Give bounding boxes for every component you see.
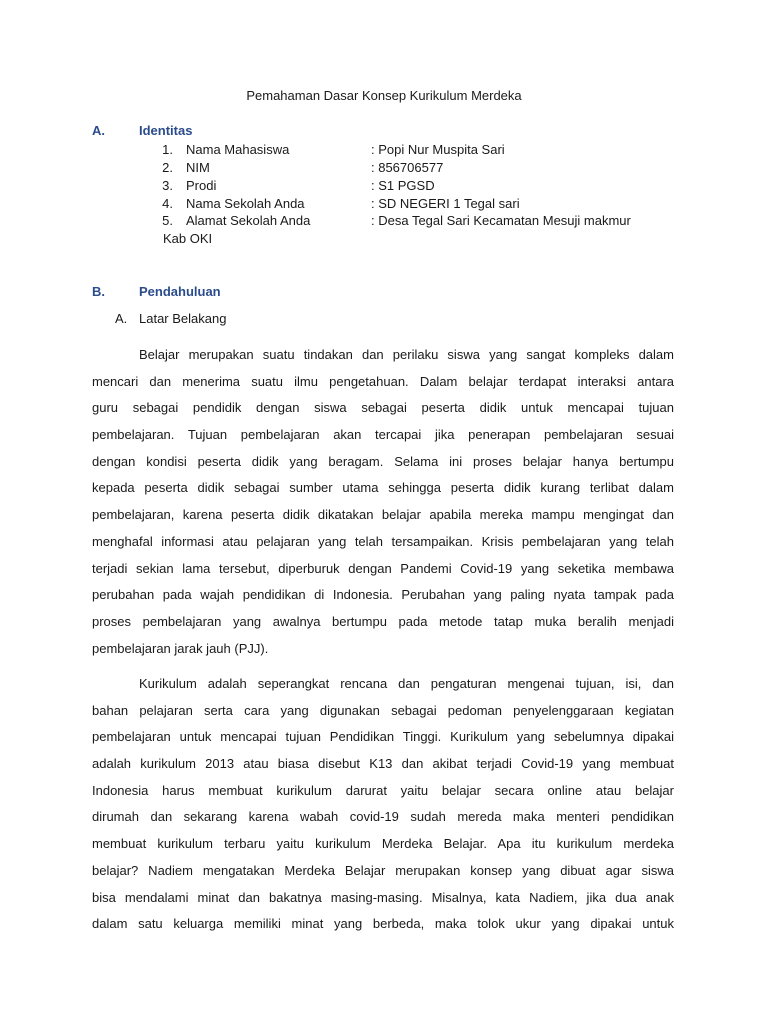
paragraph-curriculum (92, 671, 674, 938)
paragraph-line: membuat kurikulum terbaru yaitu kurikulum Merdeka Belajar. Apa itu kurikulum merdeka (92, 836, 674, 852)
section-b-letter: B. (92, 284, 105, 299)
paragraph-line: pembelajaran. Tujuan pembelajaran akan tercapai jika penerapan pembelajaran sesuai (92, 427, 674, 443)
paragraph-line: pembelajaran, karena peserta didik dikatakan belajar apabila mereka mampu mengingat dan (92, 507, 674, 523)
list-number: 5. (162, 213, 173, 228)
paragraph-line: perubahan pada wajah pendidikan di Indonesia. Perubahan yang paling nyata tampak pada (92, 587, 674, 603)
identity-label: Alamat Sekolah Anda (186, 213, 311, 228)
paragraph-line: pembelajaran jarak jauh (PJJ). (92, 640, 269, 656)
identity-label: Prodi (186, 178, 217, 193)
subsection-letter: A. (115, 311, 128, 326)
list-number: 4. (162, 196, 173, 211)
address-continuation: Kab OKI (163, 231, 213, 246)
list-number: 1. (162, 142, 173, 157)
paragraph-line: mencari dan menerima suatu ilmu pengetahuan. Dalam belajar terdapat interaksi antara (92, 373, 674, 389)
paragraph-line: Kurikulum adalah seperangkat rencana dan pengaturan mengenai tujuan, isi, dan (139, 676, 674, 691)
subsection-heading: Latar Belakang (139, 311, 227, 326)
section-a-heading: Identitas (139, 123, 193, 138)
identity-label: Nama Mahasiswa (186, 142, 290, 157)
identity-label: Nama Sekolah Anda (186, 196, 305, 211)
section-a-letter: A. (92, 123, 105, 138)
document-title: Pemahaman Dasar Konsep Kurikulum Merdeka (246, 88, 522, 103)
identity-value: : Popi Nur Muspita Sari (371, 142, 505, 157)
paragraph-line: Indonesia harus membuat kurikulum darurat yaitu belajar secara online atau belajar (92, 782, 674, 798)
paragraph-line: adalah kurikulum 2013 atau biasa disebut K13 dan akibat terjadi Covid-19 yang membuat (92, 756, 674, 772)
paragraph-line: menghafal informasi atau pelajaran yang telah tersampaikan. Krisis pembelajaran yang telah (92, 533, 674, 549)
paragraph-line: Belajar merupakan suatu tindakan dan perilaku siswa yang sangat kompleks dalam (139, 347, 674, 362)
identity-value: : SD NEGERI 1 Tegal sari (371, 196, 520, 211)
paragraph-line: belajar? Nadiem mengatakan Merdeka Belajar merupakan konsep yang dibuat agar siswa (92, 862, 674, 878)
paragraph-line: terjadi sekian lama tersebut, diperburuk dengan Pandemi Covid-19 yang seketika membawa (92, 560, 674, 576)
paragraph-line: dirumah dan sekarang karena wabah covid-19 sudah mereda maka menteri pendidikan (92, 809, 674, 825)
section-b-heading: Pendahuluan (139, 284, 221, 299)
identity-label: NIM (186, 160, 210, 175)
paragraph-line: guru sebagai pendidik dengan siswa sebagai peserta didik untuk mencapai tujuan (92, 400, 674, 416)
paragraph-line: bisa mendalami minat dan bakatnya masing-masing. Misalnya, kata Nadiem, jika dua anak (92, 889, 674, 905)
paragraph-background (92, 342, 674, 662)
paragraph-line: dengan kondisi peserta didik yang beragam. Selama ini proses belajar hanya bertumpu (92, 453, 674, 469)
list-number: 2. (162, 160, 173, 175)
paragraph-line: pembelajaran untuk mencapai tujuan Pendidikan Tinggi. Kurikulum yang sebelumnya dipakai (92, 729, 674, 745)
identity-value: : Desa Tegal Sari Kecamatan Mesuji makmur (371, 213, 631, 228)
paragraph-line: bahan pelajaran serta cara yang digunakan sebagai pedoman penyelenggaraan kegiatan (92, 702, 674, 718)
paragraph-line: dalam satu keluarga memiliki minat yang berbeda, maka tolok ukur yang dipakai untuk (92, 916, 674, 932)
paragraph-line: kepada peserta didik sebagai sumber utama sehingga peserta didik kurang terlibat dalam (92, 480, 674, 496)
paragraph-line: proses pembelajaran yang awalnya bertumpu pada metode tatap muka beralih menjadi (92, 613, 674, 629)
identity-value: : 856706577 (371, 160, 444, 175)
identity-value: : S1 PGSD (371, 178, 435, 193)
list-number: 3. (162, 178, 173, 193)
